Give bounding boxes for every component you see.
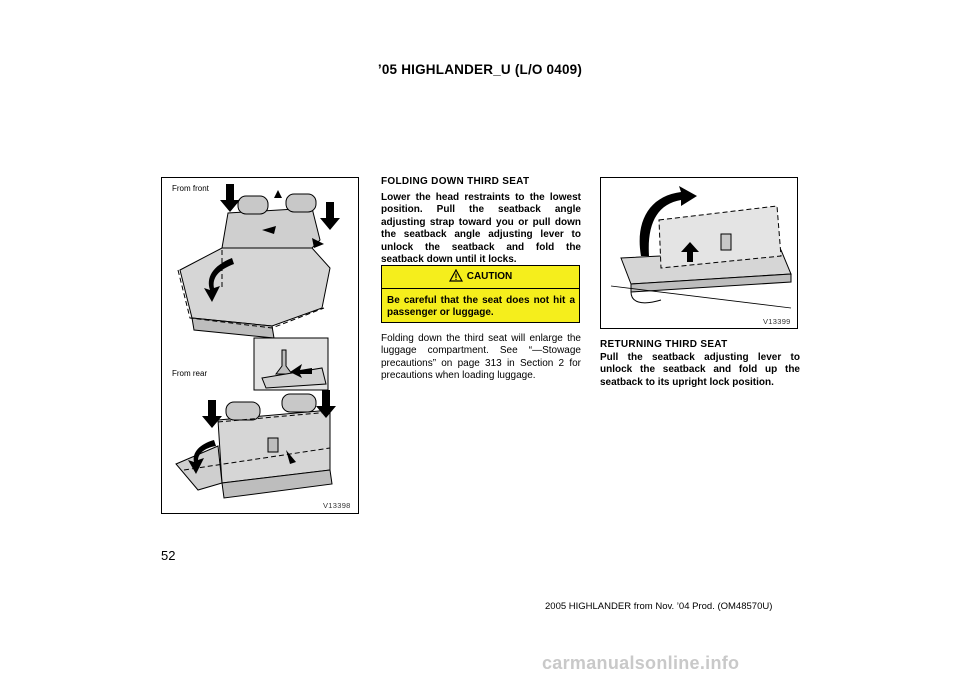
watermark: carmanualsonline.info	[542, 653, 740, 673]
page-number: 52	[161, 548, 176, 563]
warning-triangle-icon	[449, 269, 463, 282]
figure-label-from-front: From front	[172, 184, 209, 193]
caution-text: Be careful that the seat does not hit a passenger or luggage.	[387, 295, 575, 319]
caution-title: CAUTION	[466, 271, 513, 282]
figure-code: V13398	[323, 501, 351, 510]
section-heading-returning: RETURNING THIRD SEAT	[600, 339, 728, 350]
seat-fold-illustration	[162, 178, 358, 513]
section-heading-folding: FOLDING DOWN THIRD SEAT	[381, 176, 530, 187]
returning-instructions: Pull the seatback adjusting lever to unlock the seatback and fold up the seatback to its upright lock position.	[600, 352, 800, 388]
folding-note: Folding down the third seat will enlarge the luggage compartment. See “—Stowage precautions” on page 313 in Section 2 for precautions when loading luggage.	[381, 333, 581, 382]
caution-box	[381, 265, 580, 323]
caution-header	[382, 266, 579, 289]
figure-fold-down-seat	[161, 177, 359, 514]
page-header-title: ’05 HIGHLANDER_U (L/O 0409)	[377, 62, 583, 77]
figure-label-from-rear: From rear	[172, 369, 208, 378]
figure-return-seat	[600, 177, 798, 329]
footer-text: 2005 HIGHLANDER from Nov. ’04 Prod. (OM48570U)	[545, 601, 773, 612]
folding-instructions: Lower the head restraints to the lowest position. Pull the seatback angle adjusting strap toward you or pull down the seatback angle adjusting lever to unlock the seatback and fold the seatback down until it locks.	[381, 192, 581, 266]
seat-return-illustration	[601, 178, 797, 328]
figure-code: V13399	[763, 317, 791, 326]
